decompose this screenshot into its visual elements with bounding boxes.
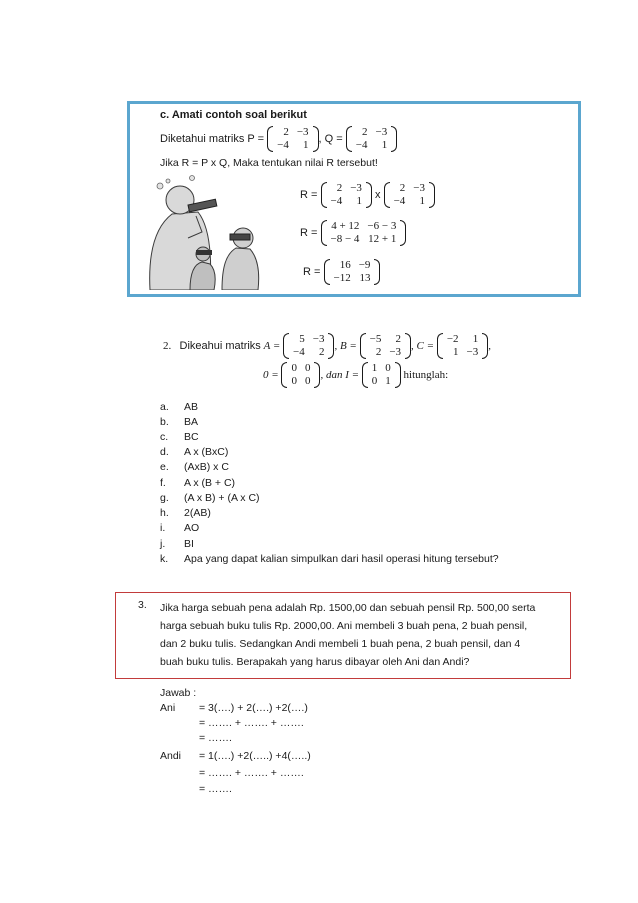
matrix-a: 5 −3 −4 2: [283, 333, 334, 359]
matrix-q: 2 −3 −4 1: [346, 126, 397, 152]
q-label: , Q =: [318, 133, 343, 145]
problem-3-line: harga sebuah buku tulis Rp. 2000,00. Ani membeli 3 buah pena, 2 buah pensil,: [160, 620, 528, 632]
r-definition-line: [300, 180, 435, 210]
ani-name: Ani: [160, 702, 176, 714]
matrix-r-result: 16 −9 −12 13: [324, 259, 381, 285]
r-result-line: [303, 257, 380, 287]
ani-line-1: = 3(….) + 2(….) +2(….): [199, 702, 308, 714]
matrix-p-copy: 2 −3 −4 1: [321, 182, 372, 208]
andi-line-1: = 1(….) +2(…..) +4(…..): [199, 750, 311, 762]
answer-label: Jawab :: [160, 687, 197, 699]
trailing-comma: ,: [488, 340, 491, 352]
problem-3-text: [160, 599, 535, 671]
hitunglah-text: hitunglah:: [403, 369, 449, 381]
exercise-list: a. AB b. BA c. BC d. A x (BxC) e. (AxB) x C f. A x (B + C) g. (A x B) + (A x C) h. 2(AB) i. AO j. BI k. Apa yang dapat kalian simpulkan dari hasil operasi hitung tersebut?: [160, 401, 499, 565]
b-label: , B =: [334, 340, 357, 352]
andi-line-3: = …….: [199, 783, 232, 795]
problem-3-line: Jika harga sebuah pena adalah Rp. 1500,00 dan sebuah pensil Rp. 500,00 serta: [160, 602, 536, 614]
o-label: 0 =: [263, 369, 279, 381]
times-symbol: x: [375, 189, 381, 201]
matrix-i: 1 0 0 1: [362, 362, 401, 388]
matrix-q-copy: 2 −3 −4 1: [384, 182, 435, 208]
given-matrices-line: [160, 124, 397, 154]
given-prefix: Diketahui matriks P =: [160, 133, 265, 145]
problem-3-number: 3.: [138, 599, 147, 611]
problem-2-intro: Dikeahui matriks: [179, 340, 261, 352]
matrix-p: 2 −3 −4 1: [267, 126, 318, 152]
r-label: R =: [303, 266, 321, 278]
c-label: , C =: [411, 340, 435, 352]
r-label: R =: [300, 227, 318, 239]
ani-line-2: = ……. + ……. + …….: [199, 717, 304, 729]
problem-3-line: buah buku tulis. Berapakah yang harus dibayar oleh Ani dan Andi?: [160, 656, 470, 668]
problem-3-line: dan 2 buku tulis. Sedangkan Andi membeli 1 buah pena, 2 buah pensil, dan 4: [160, 638, 521, 650]
problem-2-line-2: [263, 360, 448, 390]
matrix-c: −2 1 1 −3: [437, 333, 488, 359]
people-with-telescopes-illustration: [140, 172, 295, 290]
matrix-b: −5 2 2 −3: [360, 333, 411, 359]
section-c-question: Jika R = P x Q, Maka tentukan nilai R tersebut!: [160, 157, 378, 169]
section-c-title: c. Amati contoh soal berikut: [160, 109, 307, 121]
matrix-r-step: 4 + 12 −6 − 3 −8 − 4 12 + 1: [321, 220, 407, 246]
r-step-line: [300, 218, 406, 248]
andi-line-2: = ……. + ……. + …….: [199, 767, 304, 779]
matrix-o: 0 0 0 0: [281, 362, 320, 388]
andi-name: Andi: [160, 750, 182, 762]
i-label: , dan I =: [320, 369, 360, 381]
problem-2-number: 2.: [163, 340, 172, 352]
r-label: R =: [300, 189, 318, 201]
ani-line-3: = …….: [199, 732, 232, 744]
a-label: A =: [263, 340, 281, 352]
problem-2-line-1: [163, 331, 491, 361]
